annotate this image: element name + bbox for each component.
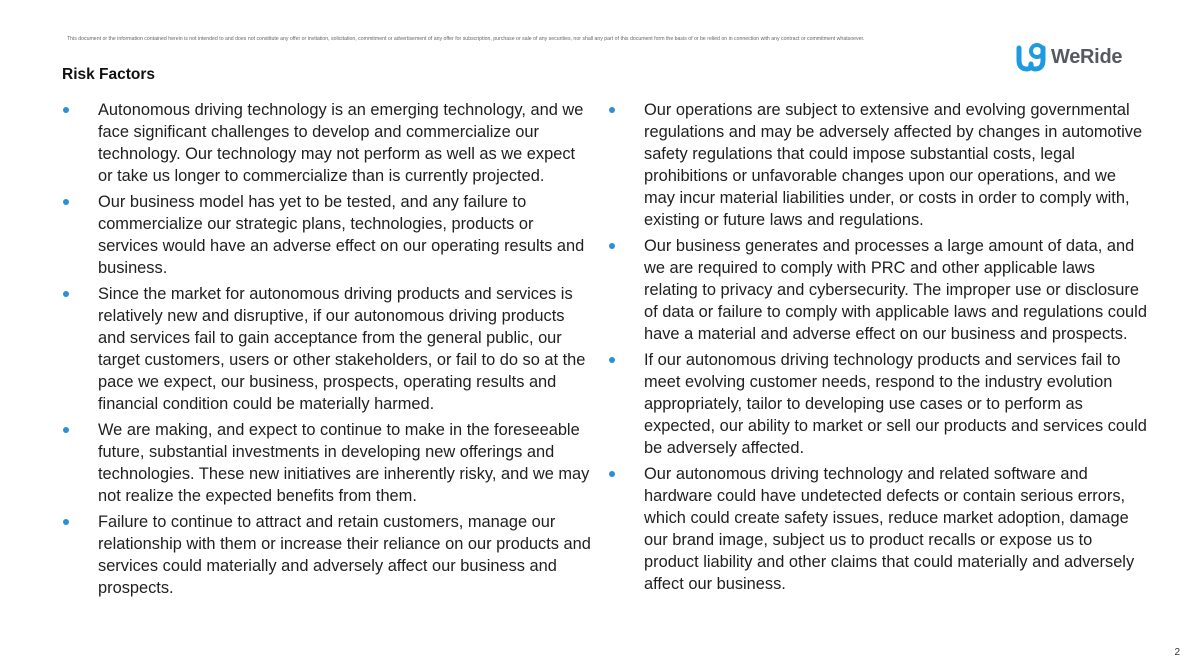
bullet-icon (63, 107, 69, 113)
list-item (62, 99, 592, 187)
list-item-text: Failure to continue to attract and retain customers, manage our relationship with them or increase their reliance on our products and services could materially and adversely affect our business and prospects. (98, 513, 591, 597)
list-item-text: Since the market for autonomous driving products and services is relatively new and disruptive, if our autonomous driving products and services fail to gain acceptance from the general public, our target customers, users or other stakeholders, or fail to do so at the pace we expect, our business, prospects, operating results and financial condition could be materially harmed. (98, 285, 586, 413)
bullet-icon (609, 357, 615, 363)
list-item (608, 463, 1148, 595)
risk-list-right (608, 99, 1148, 599)
bullet-icon (63, 519, 69, 525)
list-item-text: Our operations are subject to extensive and evolving governmental regulations and may be adversely affected by changes in automotive safety regulations that could impose substantial costs, legal prohibitions or unfavorable changes upon our operations, and we may incur material liabilities under, or costs in order to comply with, existing or future laws and regulations. (644, 101, 1143, 229)
weride-logo-icon (1016, 42, 1046, 72)
list-item (62, 419, 592, 507)
list-item (608, 349, 1148, 459)
list-item-text: If our autonomous driving technology products and services fail to meet evolving customer needs, respond to the industry evolution appropriately, tailor to developing use cases or to perform as expected, our ability to market or sell our products and services could be adversely affected. (644, 351, 1147, 457)
risk-list-left (62, 99, 592, 603)
list-item-text: We are making, and expect to continue to make in the foreseeable future, substantial investments in developing new offerings and technologies. These new initiatives are inherently risky, and we may not realize the expected benefits from them. (98, 421, 590, 505)
list-item (608, 99, 1148, 231)
page-number: 2 (1174, 647, 1180, 658)
bullet-icon (609, 243, 615, 249)
bullet-icon (609, 107, 615, 113)
page-title: Risk Factors (62, 66, 156, 83)
bullet-icon (63, 291, 69, 297)
list-item-text: Autonomous driving technology is an emerging technology, and we face significant challenges to develop and commercialize our technology. Our technology may not perform as well as we expect or take us longer to commercialize than is currently projected. (98, 101, 584, 185)
list-item (62, 511, 592, 599)
list-item-text: Our autonomous driving technology and related software and hardware could have undetected defects or contain serious errors, which could create safety issues, reduce market adoption, damage our brand image, subject us to product recalls or expose us to product liability and other claims that could materially and adversely affect our business. (644, 465, 1135, 593)
logo-wordmark: WeRide (1051, 45, 1123, 68)
weride-logo (1016, 41, 1122, 73)
list-item-text: Our business model has yet to be tested, and any failure to commercialize our strategic plans, technologies, products or services would have an adverse effect on our operating results and business. (98, 193, 585, 277)
bullet-icon (63, 199, 69, 205)
disclaimer-text: This document or the information contained herein is not intended to and does not constitute any offer or invitation, solicitation, commitment or advertisement of any offer for subscription, purchase or sale of any securities, nor shall any part of this document form the basis of or be relied on in connection with any contract or commitment whatsoever. (67, 36, 865, 42)
list-item (62, 283, 592, 415)
list-item (62, 191, 592, 279)
bullet-icon (63, 427, 69, 433)
bullet-icon (609, 471, 615, 477)
list-item (608, 235, 1148, 345)
list-item-text: Our business generates and processes a large amount of data, and we are required to comply with PRC and other applicable laws relating to privacy and cybersecurity. The improper use or disclosure of data or failure to comply with applicable laws and regulations could have a material and adverse effect on our business and prospects. (644, 237, 1147, 343)
